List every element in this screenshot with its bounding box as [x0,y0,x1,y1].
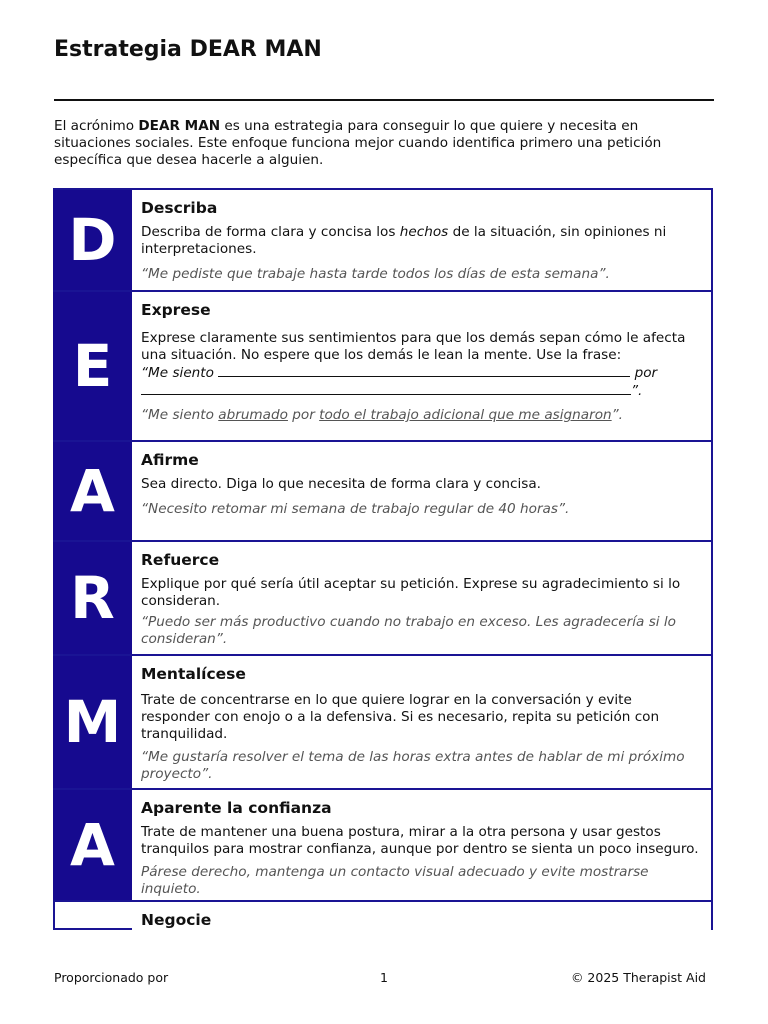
intro-text-start: El acrónimo [54,118,139,134]
letter-cell: E [53,292,132,440]
title-divider [54,99,714,101]
row-description [141,224,705,258]
row-heading: Aparente la confianza [141,799,332,817]
blank-line [141,382,631,395]
row-afirme [53,442,711,542]
row-content [132,902,711,930]
row-example: Párese derecho, mantenga un contacto visual adecuado y evite mostrarse inquieto. [141,864,649,897]
intro-text-end: es una estrategia para conseguir lo que quiere y necesita en situaciones sociales. Este enfoque funciona mejor cuando identifica primero una petición específica que desea hacerle a alguien. [54,118,662,168]
letter-cell: R [53,542,132,654]
row-content [132,790,711,900]
row-heading: Negocie [141,911,212,929]
letter-cell [53,902,132,930]
phrase-mid: por [634,365,658,381]
intro-acronym: DEAR MAN [138,118,221,134]
row-content [132,190,711,290]
footer-provided-by: Proporcionado por [54,970,169,985]
example-underlined: abrumado [218,407,288,423]
letter-cell: A [53,790,132,900]
phrase-start: “Me siento [141,365,214,381]
blank-line [218,364,630,377]
row-heading: Afirme [141,451,199,469]
row-description: Explique por qué sería útil aceptar su petición. Exprese su agradecimiento si lo consideran. [141,576,681,609]
desc-emphasis: hechos [399,224,449,240]
row-heading: Exprese [141,301,211,319]
row-example: “Me pediste que trabaje hasta tarde todos los días de esta semana”. [141,266,610,282]
row-example [141,407,705,424]
example-text: “Me siento [141,407,219,423]
row-description: Trate de mantener una buena postura, mirar a la otra persona y usar gestos tranquilos para mostrar confianza, aunque por dentro se sienta un poco inseguro. [141,824,699,857]
row-description: Sea directo. Diga lo que necesita de forma clara y concisa. [141,476,541,492]
example-text: ”. [611,407,624,423]
row-exprese [53,292,711,442]
row-mentalicese [53,656,711,790]
example-underlined: todo el trabajo adicional que me asignaron [319,407,612,423]
row-negocie [53,902,711,930]
row-aparente-confianza [53,790,711,902]
row-description: Exprese claramente sus sentimientos para que los demás sepan cómo le afecta una situación. No espere que los demás le lean la mente. Use la frase: [141,330,686,363]
row-heading: Mentalícese [141,665,246,683]
desc-text: Describa de forma clara y concisa los [141,224,400,240]
footer-copyright: © 2025 Therapist Aid [570,970,706,985]
row-description: Trate de concentrarse en lo que quiere lograr en la conversación y evite responder con enojo o a la defensiva. Si es necesario, repita su petición con tranquilidad. [141,692,660,742]
row-example: “Me gustaría resolver el tema de las horas extra antes de hablar de mi próximo proyecto”. [141,749,685,782]
row-example: “Puedo ser más productivo cuando no trabajo en exceso. Les agradecería si lo consideran”. [141,614,676,647]
example-text: por [287,407,320,423]
row-content [132,656,711,788]
phrase-end: ”. [631,383,643,399]
fill-in-phrase [141,364,705,400]
letter-cell: D [53,190,132,290]
row-content [132,442,711,540]
row-refuerce [53,542,711,656]
letter-cell: M [53,656,132,788]
row-content [132,542,711,654]
row-example: “Necesito retomar mi semana de trabajo regular de 40 horas”. [141,501,570,517]
table-bottom-edge [53,928,132,930]
row-heading: Describa [141,199,218,217]
dear-man-table [53,188,713,930]
intro-paragraph [54,118,714,169]
letter-cell: A [53,442,132,540]
page-title: Estrategia DEAR MAN [54,37,322,62]
footer-page-number: 1 [380,970,388,985]
desc-text: de la situación, sin opiniones ni interpretaciones. [141,224,667,257]
row-content [132,292,711,440]
row-heading: Refuerce [141,551,220,569]
row-describa [53,190,711,292]
